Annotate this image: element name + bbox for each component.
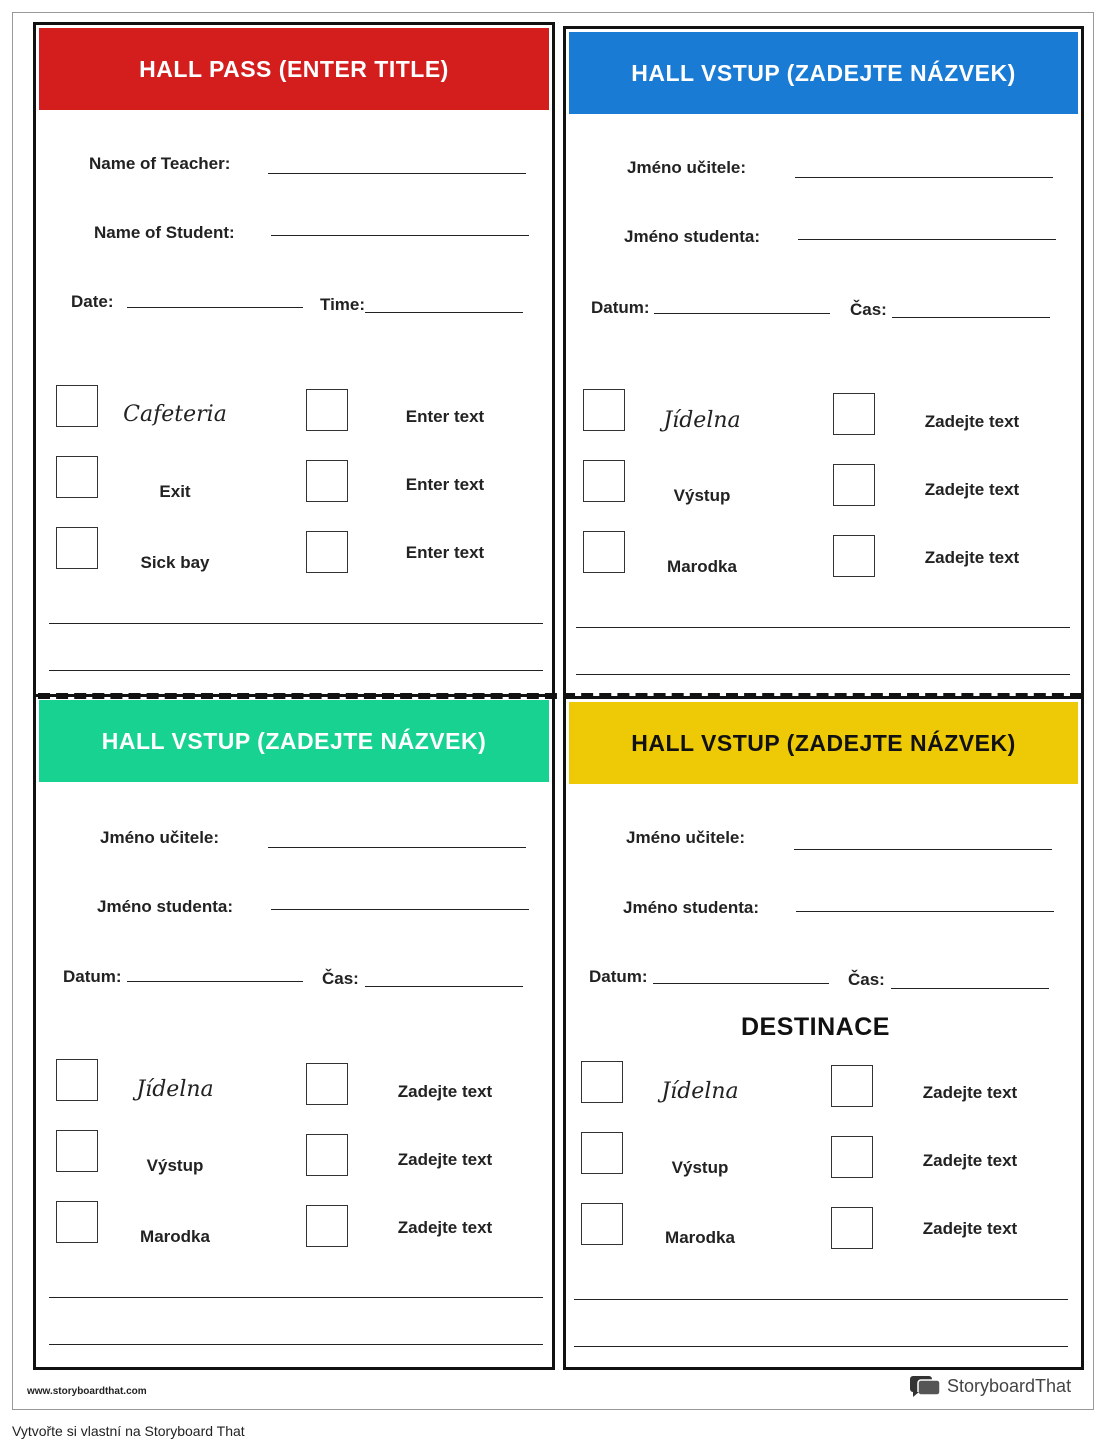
option-label: Exit: [159, 482, 191, 501]
checkbox[interactable]: [831, 1207, 873, 1249]
option-label: Zadejte text: [397, 1082, 493, 1101]
checkbox[interactable]: [56, 1059, 98, 1101]
hall-pass-card-3: [33, 694, 555, 1370]
hall-pass-card-4: [563, 696, 1084, 1370]
teacher-field[interactable]: [268, 847, 526, 848]
option-label: Výstup: [146, 1156, 204, 1175]
date-label: Datum:: [591, 298, 650, 317]
option-label: Sick bay: [140, 553, 210, 572]
checkbox[interactable]: [56, 456, 98, 498]
option-label: Zadejte text: [922, 1083, 1018, 1102]
date-field[interactable]: [654, 313, 830, 314]
student-label: Jméno studenta:: [97, 897, 234, 916]
checkbox[interactable]: [306, 1063, 348, 1105]
student-field[interactable]: [271, 235, 529, 236]
checkbox[interactable]: [581, 1132, 623, 1174]
speech-bubble-icon: [909, 1374, 941, 1398]
date-label: Datum:: [63, 967, 122, 986]
notes-line[interactable]: [576, 627, 1070, 628]
time-label: Čas:: [848, 970, 885, 989]
student-label: Name of Student:: [94, 223, 235, 242]
student-field[interactable]: [798, 239, 1056, 240]
notes-line[interactable]: [574, 1299, 1068, 1300]
option-label: Zadejte text: [922, 1151, 1018, 1170]
teacher-label: Jméno učitele:: [100, 828, 220, 847]
teacher-field[interactable]: [794, 849, 1052, 850]
footer-url[interactable]: www.storyboardthat.com: [27, 1386, 147, 1397]
checkbox[interactable]: [583, 389, 625, 431]
teacher-label: Jméno učitele:: [626, 828, 746, 847]
card-title: HALL VSTUP (ZADEJTE NÁZVEK): [101, 727, 487, 754]
time-field[interactable]: [892, 317, 1050, 318]
checkbox[interactable]: [56, 1201, 98, 1243]
checkbox[interactable]: [833, 393, 875, 435]
checkbox[interactable]: [56, 527, 98, 569]
notes-line[interactable]: [49, 623, 543, 624]
teacher-field[interactable]: [795, 177, 1053, 178]
notes-line[interactable]: [574, 1346, 1068, 1347]
teacher-field[interactable]: [268, 173, 526, 174]
hall-pass-card-1: [33, 22, 555, 698]
checkbox[interactable]: [306, 1205, 348, 1247]
time-field[interactable]: [891, 988, 1049, 989]
option-label: Enter text: [405, 543, 485, 562]
option-label: Výstup: [673, 486, 731, 505]
date-label: Datum:: [589, 967, 648, 986]
time-label: Čas:: [322, 969, 359, 988]
date-label: Date:: [71, 292, 114, 311]
brand-name: StoryboardThat: [947, 1375, 1072, 1396]
option-label: Zadejte text: [922, 1219, 1018, 1238]
checkbox[interactable]: [56, 385, 98, 427]
option-label: Výstup: [671, 1158, 729, 1177]
card-header: [569, 702, 1078, 784]
checkbox[interactable]: [306, 1134, 348, 1176]
option-label: Zadejte text: [924, 548, 1020, 567]
checkbox[interactable]: [306, 531, 348, 573]
option-label: Jídelna: [661, 1079, 739, 1104]
option-label: Jídelna: [136, 1077, 214, 1102]
section-title: DESTINACE: [741, 1013, 890, 1041]
card-title: HALL PASS (ENTER TITLE): [139, 55, 449, 82]
brand-logo[interactable]: [909, 1374, 1071, 1398]
student-label: Jméno studenta:: [623, 898, 760, 917]
checkbox[interactable]: [831, 1065, 873, 1107]
checkbox[interactable]: [583, 531, 625, 573]
student-field[interactable]: [271, 909, 529, 910]
option-label: Enter text: [405, 407, 485, 426]
teacher-label: Jméno učitele:: [627, 158, 747, 177]
card-header: [39, 28, 549, 110]
card-title: HALL VSTUP (ZADEJTE NÁZVEK): [631, 59, 1016, 86]
student-field[interactable]: [796, 911, 1054, 912]
date-field[interactable]: [127, 981, 303, 982]
notes-line[interactable]: [49, 1344, 543, 1345]
checkbox[interactable]: [833, 464, 875, 506]
checkbox[interactable]: [306, 389, 348, 431]
create-your-own-link[interactable]: Vytvořte si vlastní na Storyboard That: [12, 1423, 245, 1439]
time-field[interactable]: [365, 986, 523, 987]
option-label: Zadejte text: [924, 412, 1020, 431]
checkbox[interactable]: [583, 460, 625, 502]
option-label: Marodka: [667, 557, 737, 576]
option-label: Cafeteria: [123, 402, 227, 427]
option-label: Zadejte text: [397, 1150, 493, 1169]
time-label: Time:: [320, 295, 366, 314]
checkbox[interactable]: [831, 1136, 873, 1178]
card-title: HALL VSTUP (ZADEJTE NÁZVEK): [631, 729, 1016, 756]
date-field[interactable]: [653, 983, 829, 984]
notes-line[interactable]: [49, 1297, 543, 1298]
option-label: Jídelna: [663, 408, 741, 433]
checkbox[interactable]: [306, 460, 348, 502]
time-label: Čas:: [850, 300, 887, 319]
checkbox[interactable]: [581, 1061, 623, 1103]
hall-pass-card-2: [563, 26, 1084, 700]
option-label: Zadejte text: [924, 480, 1020, 499]
student-label: Jméno studenta:: [624, 227, 761, 246]
checkbox[interactable]: [56, 1130, 98, 1172]
card-header: [39, 700, 549, 782]
option-label: Marodka: [140, 1227, 210, 1246]
option-label: Enter text: [405, 475, 485, 494]
option-label: Zadejte text: [397, 1218, 493, 1237]
card-header: [569, 32, 1078, 114]
checkbox[interactable]: [833, 535, 875, 577]
checkbox[interactable]: [581, 1203, 623, 1245]
notes-line[interactable]: [576, 674, 1070, 675]
teacher-label: Name of Teacher:: [89, 154, 231, 173]
notes-line[interactable]: [49, 670, 543, 671]
option-label: Marodka: [665, 1228, 735, 1247]
date-field[interactable]: [127, 307, 303, 308]
cut-line: [38, 693, 1082, 699]
time-field[interactable]: [365, 312, 523, 313]
